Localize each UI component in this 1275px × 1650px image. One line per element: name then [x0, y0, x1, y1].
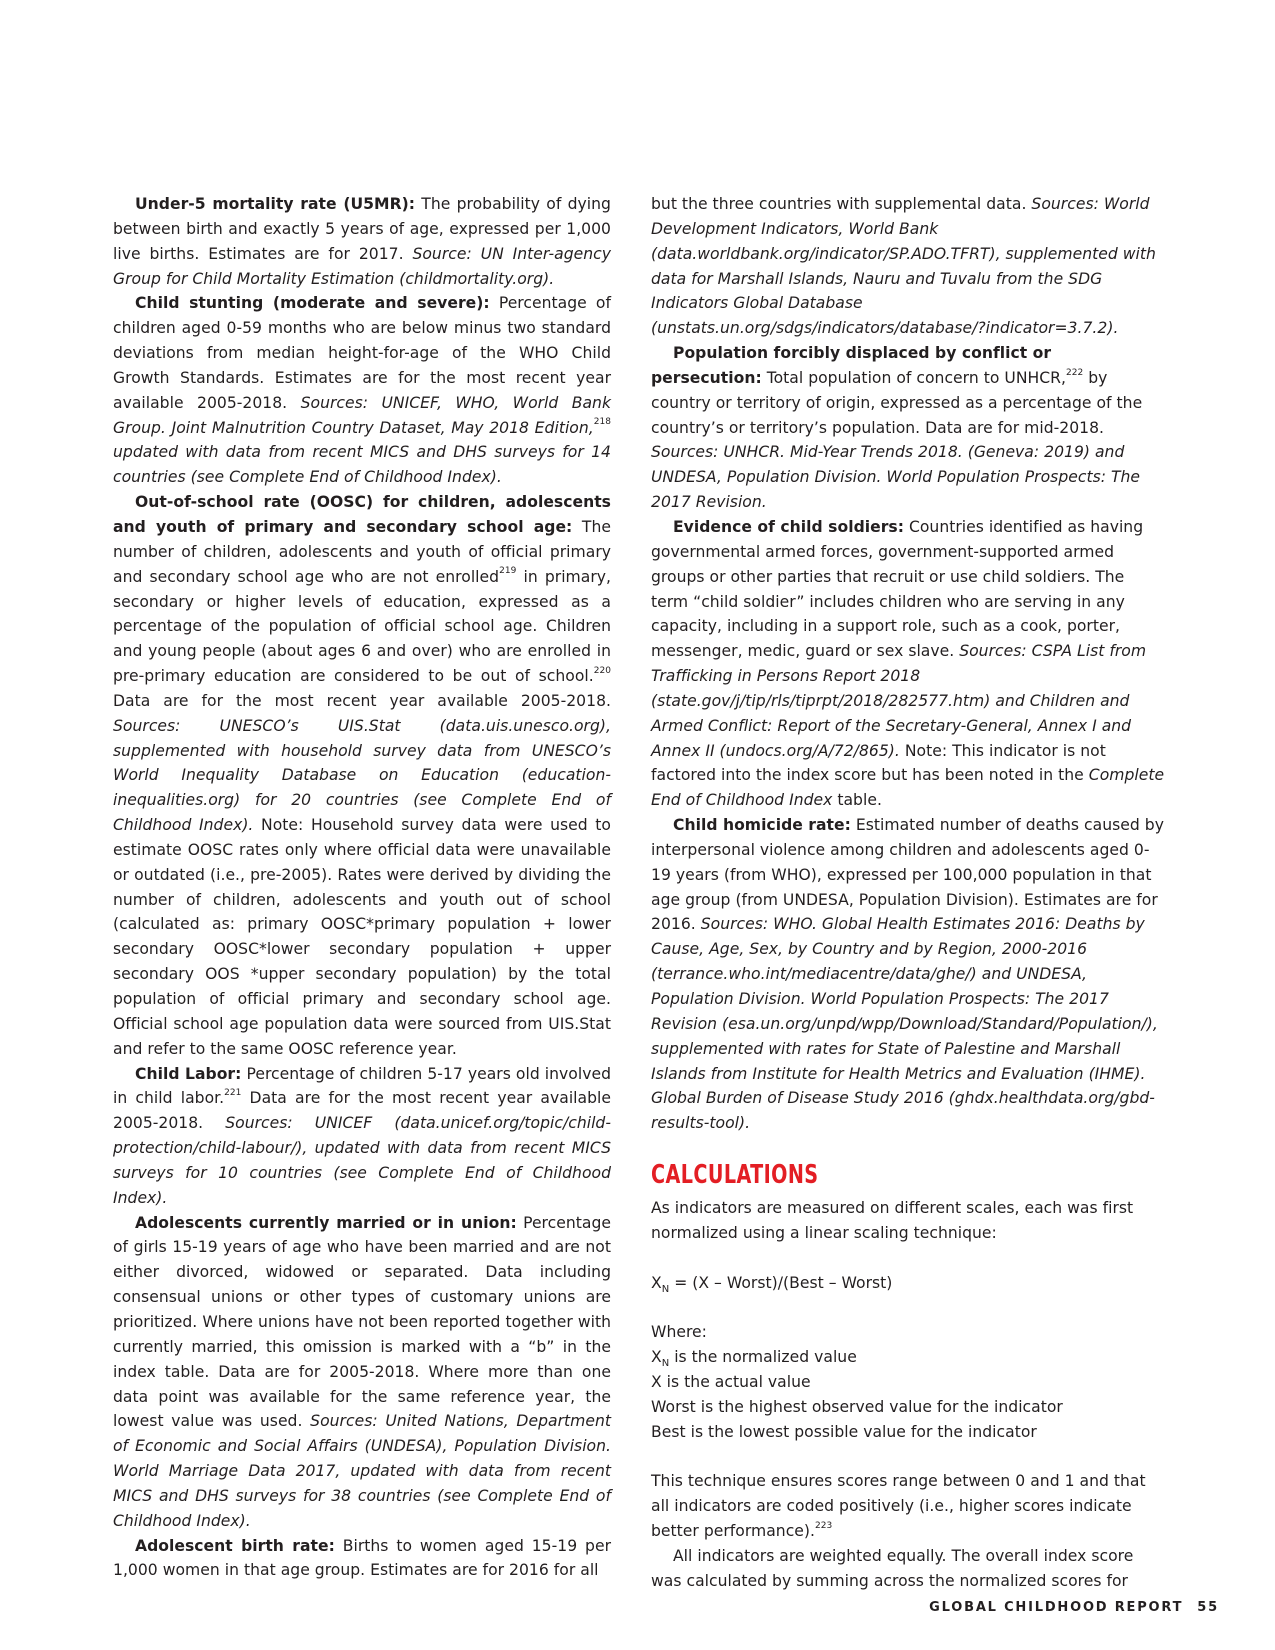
where-label: Where:	[651, 1323, 707, 1342]
oosc-text: The number of children, adolescents and youth of official primary and secondary school age who are not enrolled	[113, 517, 611, 586]
def-subscript: N	[661, 1358, 670, 1370]
definition-normalized	[651, 1345, 1166, 1370]
technique-text: This technique ensures scores range between 0 and 1 and that all indicators are coded positively (i.e., higher scores indicate better performance).	[651, 1472, 1146, 1541]
stunting-term: Child stunting (moderate and severe):	[135, 294, 490, 313]
homicide-text: Estimated number of deaths caused by interpersonal violence among children and adolescents aged 0-19 years (from WHO), expressed per 100,000 population in that age group (from UNDESA, Population Division). Estimates are for 2016.	[651, 816, 1164, 934]
formula-expression: = (X – Worst)/(Best – Worst)	[669, 1273, 893, 1292]
formula-subscript: N	[661, 1283, 670, 1295]
soldiers-note-italic: Complete End of Childhood Index	[651, 766, 1165, 810]
definition-best: Best is the lowest possible value for the indicator	[651, 1422, 1037, 1441]
soldiers-note-end: table.	[832, 791, 882, 810]
calculations-intro: As indicators are measured on different scales, each was first normalized using a linear scaling technique:	[651, 1199, 1134, 1242]
stunting-source-cont: updated with data from recent MICS and DHS surveys for 14 countries (see Complete End of Childhood Index).	[113, 443, 611, 487]
married-source: Sources: United Nations, Department of Economic and Social Affairs (UNDESA), Population Division. World Marriage Data 2017, updated with data from recent MICS and DHS surveys for 38 countries (see Complete End of Childhood Index).	[113, 1412, 611, 1530]
u5mr-entry	[113, 192, 611, 291]
u5mr-source: Source: UN Inter-agency Group for Child Mortality Estimation (childmortality.org).	[113, 244, 611, 288]
birth-entry	[113, 1534, 611, 1584]
page-number: 55	[1197, 1600, 1219, 1615]
homicide-source: Sources: WHO. Global Health Estimates 2016: Deaths by Cause, Age, Sex, by Country and by Region, 2000-2016 (terrance.who.int/mediacentre/data/ghe/) and UNDESA, Population Division. World Population Prospects: The 2017 Revision (esa.un.org/unpd/wpp/Download/Standard/Population/), supplemented with rates for State of Palestine and Marshall Islands from Institute for Health Metrics and Evaluation (IHME). Global Burden of Disease Study 2016 (ghdx.healthdata.org/gbd-results-tool).	[651, 915, 1158, 1133]
left-column	[113, 192, 611, 1583]
soldiers-term: Evidence of child soldiers:	[673, 517, 904, 536]
soldiers-text: Countries identified as having governmental armed forces, government-supported armed groups or other parties that recruit or use child soldiers. The term “child soldier” includes children who are serving in any capacity, including in a support role, such as a cook, porter, messenger, medic, guard or sex slave.	[651, 517, 1144, 661]
birth-text: Births to women aged 15-19 per 1,000 women in that age group. Estimates are for 2016 for all	[113, 1536, 612, 1580]
married-entry	[113, 1211, 611, 1534]
u5mr-text: The probability of dying between birth and exactly 5 years of age, expressed per 1,000 live births. Estimates are for 2017.	[113, 195, 611, 263]
stunting-source: Sources: UNICEF, WHO, World Bank Group. Joint Malnutrition Country Dataset, May 2018 Edition,	[113, 393, 612, 437]
normalization-formula	[651, 1271, 1166, 1296]
birth-cont-text: but the three countries with supplemental data.	[651, 195, 1032, 213]
report-title: GLOBAL CHILDHOOD REPORT	[929, 1600, 1184, 1615]
footnote-ref: 222	[1066, 367, 1084, 378]
oosc-term: Out-of-school rate (OOSC) for children, adolescents and youth of primary and secondary school age:	[113, 493, 611, 536]
footnote-ref: 223	[815, 1520, 833, 1531]
labor-source: Sources: UNICEF (data.unicef.org/topic/child-protection/child-labour/), updated with data from recent MICS surveys for 10 countries (see Complete End of Childhood Index).	[113, 1114, 611, 1207]
oosc-years: Data are for the most recent year available 2005-2018.	[113, 691, 611, 710]
calculations-heading: CALCULATIONS	[651, 1160, 819, 1191]
def-x: X	[651, 1348, 662, 1367]
displaced-text: Total population of concern to UNHCR,	[761, 368, 1066, 387]
displaced-source: Sources: UNHCR. Mid-Year Trends 2018. (Geneva: 2019) and UNDESA, Population Division. World Population Prospects: The 2017 Revision.	[651, 443, 1141, 512]
labor-term: Child Labor:	[135, 1064, 242, 1083]
oosc-note: Note: Household survey data were used to estimate OOSC rates only where official data were unavailable or outdated (i.e., pre-2005). Rates were derived by dividing the number of children, adolescents and youth out of school (calculated as: primary OOSC*primary population + lower secondary OOSC*lower secondary population + upper secondary OOS *upper secondary population) by the total population of official primary and secondary school age. Official school age population data were sourced from UIS.Stat and refer to the same OOSC reference year.	[113, 816, 611, 1058]
footnote-ref: 221	[224, 1088, 242, 1099]
married-text: Percentage of girls 15-19 years of age who have been married and are not either divorced, widowed or separated. Data including consensual unions or other types of customary unions are prioritized. Where unions have not been reported together with currently married, this omission is marked with a “b” in the index table. Data are for 2005-2018. Where more than one data point was available for the same reference year, the lowest value was used.	[113, 1213, 611, 1431]
footnote-ref: 218	[593, 417, 611, 428]
displaced-text-cont: by country or territory of origin, expressed as a percentage of the country’s or territory’s population. Data are for mid-2018.	[651, 368, 1143, 437]
birth-source: Sources: World Development Indicators, World Bank (data.worldbank.org/indicator/SP.ADO.TFRT), supplemented with data for Marshall Islands, Nauru and Tuvalu from the SDG Indicators Global Database (unstats.un.org/sdgs/indicators/database/?indicator=3.7.2).	[651, 195, 1156, 338]
homicide-term: Child homicide rate:	[673, 816, 851, 835]
technique-paragraph	[651, 1469, 1166, 1544]
labor-entry	[113, 1062, 611, 1211]
stunting-text: Percentage of children aged 0-59 months who are below minus two standard deviations from median height-for-age of the WHO Child Growth Standards. Estimates are for the most recent year available 2005-2018.	[113, 294, 611, 412]
birth-term: Adolescent birth rate:	[135, 1536, 335, 1555]
u5mr-term: Under-5 mortality rate (U5MR):	[135, 195, 415, 213]
birth-continued	[651, 192, 1166, 341]
homicide-entry	[651, 813, 1166, 1136]
page-footer	[929, 1600, 1219, 1615]
labor-years: Data are for the most recent year available 2005-2018.	[113, 1089, 611, 1133]
soldiers-entry	[651, 515, 1166, 813]
oosc-source: Sources: UNESCO’s UIS.Stat (data.uis.unesco.org), supplemented with household survey data from UNESCO’s World Inequality Database on Education (education-inequalities.org) for 20 countries (see Complete End of Childhood Index).	[113, 716, 611, 835]
right-column	[651, 192, 1166, 1594]
stunting-entry	[113, 291, 611, 490]
definition-worst: Worst is the highest observed value for the indicator	[651, 1397, 1063, 1416]
footnote-ref: 220	[593, 665, 611, 676]
oosc-text-cont: in primary, secondary or higher levels of education, expressed as a percentage of the population of official school age. Children and young people (about ages 6 and over) who are enrolled in pre-primary education are considered to be out of school.	[113, 567, 611, 686]
displaced-term: Population forcibly displaced by conflict or persecution:	[651, 344, 1052, 387]
definition-actual: X is the actual value	[651, 1372, 811, 1391]
formula-x: X	[651, 1273, 662, 1292]
soldiers-source: Sources: CSPA List from Trafficking in Persons Report 2018 (state.gov/j/tip/rls/tiprpt/2018/282577.htm) and Children and Armed Conflict: Report of the Secretary-General, Annex I and Annex II (undocs.org/A/72/865).	[651, 642, 1147, 760]
oosc-entry	[113, 490, 611, 1061]
soldiers-note: Note: This indicator is not factored into the index score but has been noted in the	[651, 741, 1106, 785]
weighted-paragraph: All indicators are weighted equally. The overall index score was calculated by summing across the normalized scores for	[651, 1546, 1134, 1590]
married-term: Adolescents currently married or in union:	[135, 1213, 517, 1232]
displaced-entry	[651, 341, 1166, 515]
def-normalized-text: is the normalized value	[669, 1348, 857, 1367]
footnote-ref: 219	[499, 566, 517, 577]
labor-text: Percentage of children 5-17 years old involved in child labor.	[113, 1064, 611, 1108]
